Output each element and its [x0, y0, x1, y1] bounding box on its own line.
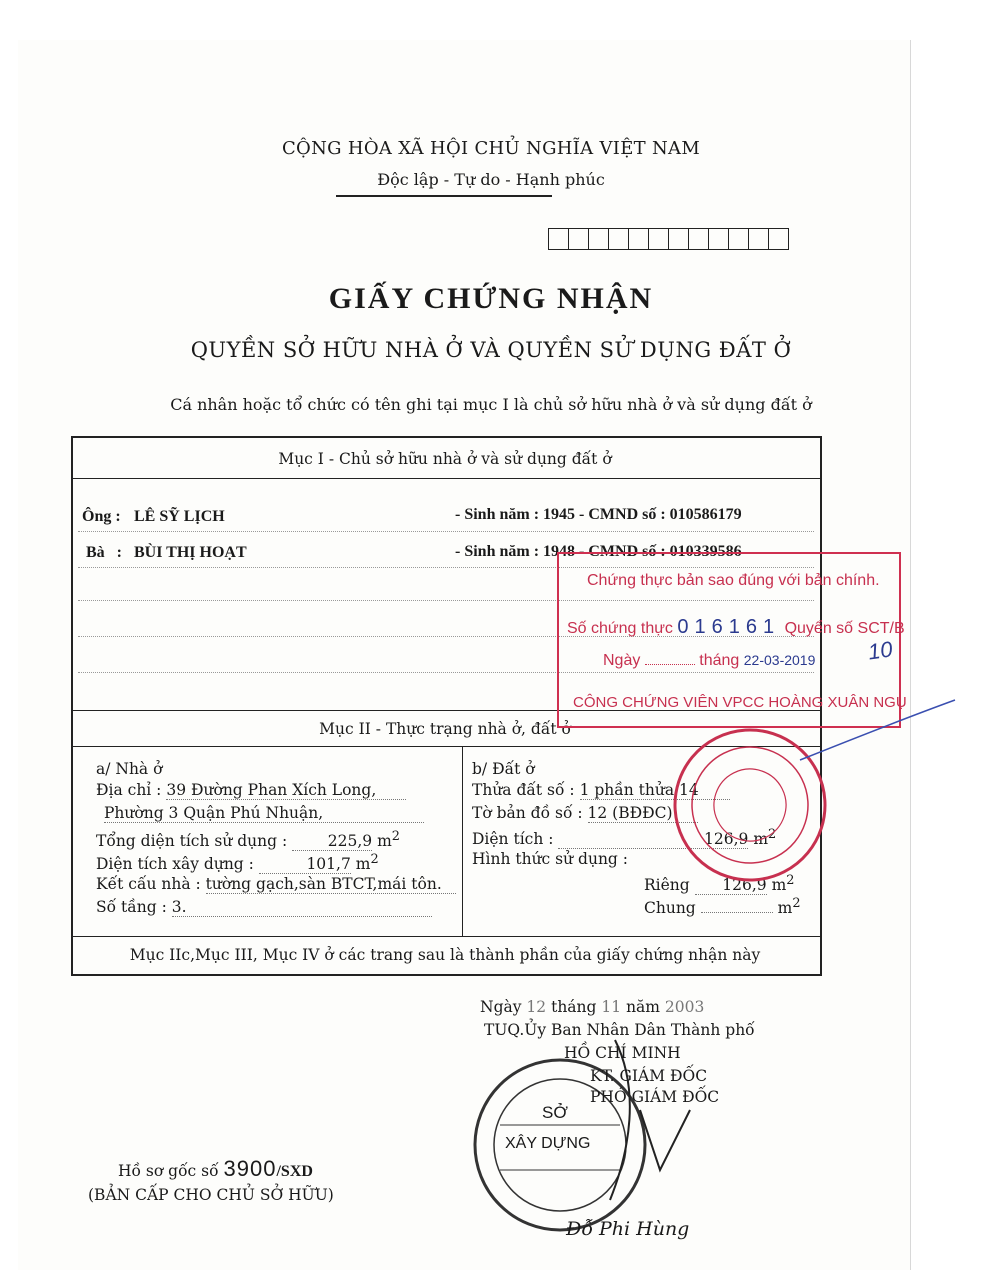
land-area-label: Diện tích : — [472, 830, 554, 849]
private-area-value: 126,9 — [695, 876, 767, 895]
office-seal — [655, 710, 844, 899]
address-line2: Phường 3 Quận Phú Nhuận, — [104, 804, 424, 823]
date-month-value: 11 — [601, 998, 622, 1016]
signature-scribble — [610, 1040, 690, 1200]
certificate-intro: Cá nhân hoặc tổ chức có tên ghi tại mục I là chủ sở hữu nhà ở và sử dụng đất ở — [170, 395, 812, 414]
owner-2-prefix: Bà : — [86, 544, 122, 561]
area-unit-exp: 2 — [391, 829, 401, 844]
national-title: CỘNG HÒA XÃ HỘI CHỦ NGHĨA VIỆT NAM — [281, 138, 701, 159]
seal-center-line1: SỞ — [542, 1103, 568, 1122]
stamp-number-label: Số chứng thực — [567, 620, 673, 637]
copy-note: (BẢN CẤP CHO CHỦ SỞ HỮU) — [88, 1186, 334, 1204]
map-label: Tờ bản đồ số : — [472, 804, 583, 822]
owner-2-name: BÙI THỊ HOẠT — [134, 544, 247, 561]
signing-date-row — [480, 998, 704, 1016]
date-day-value: 12 — [526, 998, 547, 1016]
build-area-value: 101,7 — [259, 855, 351, 874]
area-unit-exp: 2 — [768, 827, 777, 842]
stamp-line1: Chứng thực bản sao đúng với bản chính. — [587, 572, 880, 589]
map-value: 12 (BĐĐC) — [588, 804, 698, 823]
national-motto: Độc lập - Tự do - Hạnh phúc — [377, 170, 605, 189]
stamp-book-value: SCT/B — [857, 620, 905, 637]
file-record-suffix: /SXD — [276, 1163, 313, 1180]
date-year-label: năm — [626, 998, 660, 1016]
stamp-book-label: Quyển số — [784, 620, 854, 637]
footer-note: Mục IIc,Mục III, Mục IV ở các trang sau là thành phần của giấy chứng nhận này — [129, 946, 761, 964]
signer-name: Đỗ Phi Hùng — [566, 1218, 690, 1240]
owner-2-details: - Sinh năm : 1948 - CMND số : 010339586 — [455, 543, 742, 560]
section1-heading: Mục I - Chủ sở hữu nhà ở và sử dụng đất ở — [278, 450, 612, 468]
area-unit: m — [377, 832, 392, 851]
seal-center-line2: XÂY DỰNG — [505, 1135, 591, 1152]
owner-1-prefix: Ông : — [82, 508, 121, 525]
area-unit-exp: 2 — [370, 852, 379, 867]
certificate-subtitle: QUYỀN SỞ HỮU NHÀ Ở VÀ QUYỀN SỬ DỤNG ĐẤT Ở — [190, 338, 792, 362]
area-unit: m — [753, 830, 769, 849]
shared-label: Chung — [644, 899, 696, 918]
blue-pen-stroke — [800, 700, 955, 760]
file-record-row — [118, 1156, 313, 1182]
house-heading: a/ Nhà ở — [96, 760, 163, 778]
stamp-date-value: 22-03-2019 — [743, 652, 816, 668]
parcel-label: Thửa đất số : — [472, 781, 575, 799]
date-day-label: Ngày — [480, 998, 522, 1016]
area-unit: m — [355, 855, 371, 874]
floors-value: 3. — [172, 898, 432, 917]
stamp-number-value: 016161 — [677, 616, 781, 638]
total-area-label: Tổng diện tích sử dụng : — [96, 832, 288, 851]
authority-line1: TUQ.Ủy Ban Nhân Dân Thành phố — [484, 1021, 755, 1039]
address-label: Địa chỉ : — [96, 781, 162, 799]
structure-label: Kết cấu nhà : — [96, 875, 201, 893]
authority-line2: HỒ CHÍ MINH — [564, 1044, 681, 1062]
area-unit: m — [771, 876, 787, 895]
position-line2: PHÓ GIÁM ĐỐC — [590, 1088, 720, 1106]
area-unit-exp: 2 — [786, 873, 795, 888]
section2-heading: Mục II - Thực trạng nhà ở, đất ở — [319, 720, 571, 738]
file-record-number: 3900 — [223, 1156, 277, 1181]
date-month-label: tháng — [551, 998, 597, 1016]
build-area-label: Diện tích xây dựng : — [96, 855, 254, 874]
structure-value: tường gạch,sàn BTCT,mái tôn. — [206, 875, 456, 894]
date-year-value: 2003 — [664, 998, 705, 1016]
file-record-label: Hồ sơ gốc số — [118, 1162, 219, 1180]
total-area-value: 225,9 — [292, 832, 372, 851]
land-area-value: 126,9 — [558, 830, 748, 849]
position-line1: KT. GIÁM ĐỐC — [590, 1067, 708, 1085]
floors-label: Số tầng : — [96, 898, 167, 916]
parcel-value: 1 phần thửa 14 — [580, 781, 730, 800]
owner-1-name: LÊ SỸ LỊCH — [134, 508, 225, 525]
stamp-notary: CÔNG CHỨNG VIÊN VPCC HOÀNG XUÂN NGỤ — [573, 694, 907, 711]
margin-handwritten-mark: 10 — [866, 636, 895, 665]
usage-label: Hình thức sử dụng : — [472, 850, 628, 868]
area-unit: m — [777, 899, 793, 918]
stamp-month-label: tháng — [699, 652, 740, 669]
stamp-date-label: Ngày — [603, 652, 641, 669]
certificate-title: GIẤY CHỨNG NHẬN — [328, 282, 654, 315]
address-line1: 39 Đường Phan Xích Long, — [166, 781, 406, 800]
area-unit-exp: 2 — [792, 896, 801, 911]
private-label: Riêng — [644, 876, 690, 895]
land-heading: b/ Đất ở — [472, 760, 535, 778]
owner-1-details: - Sinh năm : 1945 - CMND số : 010586179 — [455, 506, 742, 523]
